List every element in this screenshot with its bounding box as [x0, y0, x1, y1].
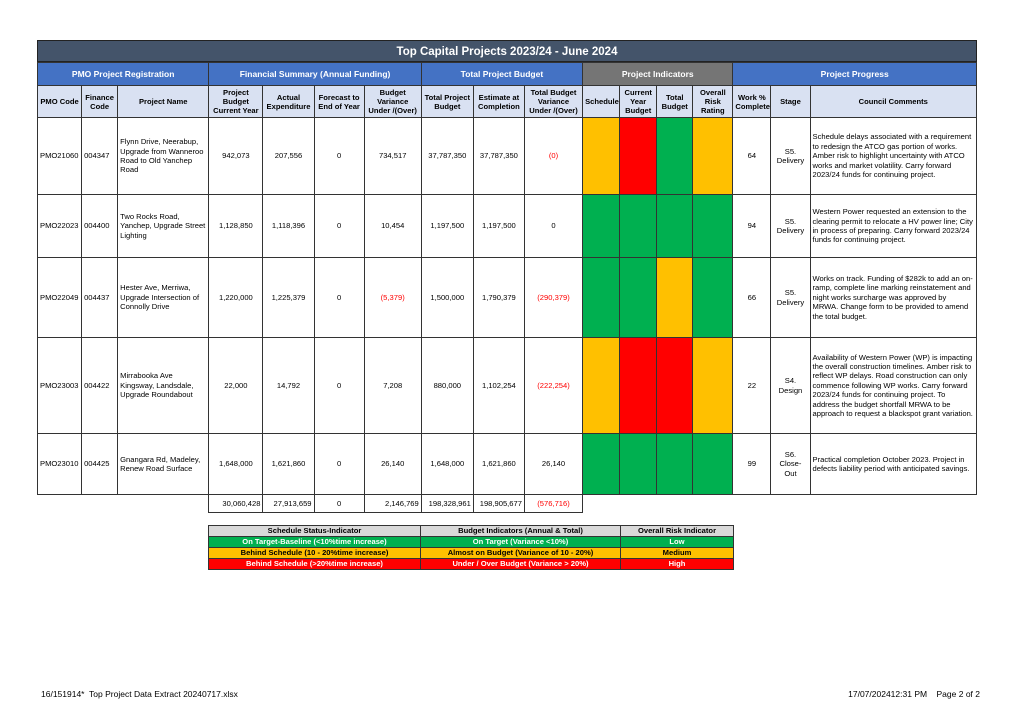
actual-expenditure: 1,621,860	[263, 434, 314, 495]
totals-row	[38, 495, 977, 513]
footer-file-name: 16/151914* Top Project Data Extract 20240717.xlsx	[41, 689, 238, 699]
legend-budget-header: Budget Indicators (Annual & Total)	[421, 526, 621, 537]
current-year-budget-indicator	[620, 434, 657, 495]
col-total-project-budget: Total Project Budget	[421, 86, 473, 118]
group-header-row	[38, 63, 977, 86]
estimate: 37,787,350	[473, 118, 524, 195]
comments: Schedule delays associated with a requirement to redesign the ATCO gas portion of works. Amber risk to highlight uncertainty with ATCO works and market volatility. Carry forward 2023/24 funds for continuing project.	[810, 118, 977, 195]
work-complete: 66	[733, 258, 771, 338]
legend-schedule-amber: Behind Schedule (10 - 20%time increase)	[209, 548, 421, 559]
current-year-budget-indicator	[620, 118, 657, 195]
finance-code: 004400	[82, 195, 118, 258]
legend-risk-medium: Medium	[621, 548, 734, 559]
total-actual-expenditure: 27,913,659	[263, 495, 314, 513]
comments: Works on track. Funding of $282k to add an on-ramp, complete line marking reinstatement and night works surcharge was approved by MRWA. Change form to be provided to amend the total budget.	[810, 258, 977, 338]
budget-variance: 10,454	[364, 195, 421, 258]
project-budget: 1,220,000	[209, 258, 263, 338]
total-estimate: 198,905,677	[473, 495, 524, 513]
total-budget-indicator	[657, 434, 693, 495]
project-budget: 1,128,850	[209, 195, 263, 258]
col-schedule: Schedule	[583, 86, 620, 118]
col-total-variance: Total Budget Variance Under /(Over)	[524, 86, 582, 118]
stage: S5. Delivery	[771, 195, 810, 258]
legend-risk-low: Low	[621, 537, 734, 548]
column-header-row	[38, 86, 977, 118]
legend-schedule-red: Behind Schedule (>20%time increase)	[209, 559, 421, 570]
finance-code: 004425	[82, 434, 118, 495]
current-year-budget-indicator	[620, 338, 657, 434]
schedule-indicator	[583, 258, 620, 338]
col-estimate: Estimate at Completion	[473, 86, 524, 118]
table-row	[38, 195, 977, 258]
total-project-budget: 1,197,500	[421, 195, 473, 258]
total-total-variance: (576,716)	[524, 495, 582, 513]
total-variance: 0	[524, 195, 582, 258]
overall-risk-indicator	[693, 434, 733, 495]
current-year-budget-indicator	[620, 195, 657, 258]
project-budget: 942,073	[209, 118, 263, 195]
indicator-legend	[208, 525, 734, 570]
legend-risk-high: High	[621, 559, 734, 570]
pmo-code: PMO23010	[38, 434, 82, 495]
total-project-budget-current-year: 30,060,428	[209, 495, 263, 513]
pmo-code: PMO22049	[38, 258, 82, 338]
estimate: 1,197,500	[473, 195, 524, 258]
schedule-indicator	[583, 434, 620, 495]
work-complete: 64	[733, 118, 771, 195]
schedule-indicator	[583, 118, 620, 195]
estimate: 1,790,379	[473, 258, 524, 338]
stage: S6. Close-Out	[771, 434, 810, 495]
budget-variance: 734,517	[364, 118, 421, 195]
current-year-budget-indicator	[620, 258, 657, 338]
col-pmo-code: PMO Code	[38, 86, 82, 118]
table-row	[38, 338, 977, 434]
total-project-budget: 1,648,000	[421, 434, 473, 495]
project-budget: 22,000	[209, 338, 263, 434]
table-row	[38, 258, 977, 338]
total-project-budget: 37,787,350	[421, 118, 473, 195]
total-variance: (222,254)	[524, 338, 582, 434]
actual-expenditure: 1,118,396	[263, 195, 314, 258]
col-actual-expenditure: Actual Expenditure	[263, 86, 314, 118]
total-total-project-budget: 198,328,961	[421, 495, 473, 513]
legend-risk-header: Overall Risk Indicator	[621, 526, 734, 537]
group-indicators: Project Indicators	[583, 63, 733, 86]
table-row	[38, 118, 977, 195]
work-complete: 94	[733, 195, 771, 258]
schedule-indicator	[583, 338, 620, 434]
col-project-name: Project Name	[118, 86, 209, 118]
col-total-budget: Total Budget	[657, 86, 693, 118]
col-finance-code: Finance Code	[82, 86, 118, 118]
col-budget-variance: Budget Variance Under /(Over)	[364, 86, 421, 118]
forecast: 0	[314, 195, 364, 258]
forecast: 0	[314, 118, 364, 195]
project-name: Flynn Drive, Neerabup, Upgrade from Wanneroo Road to Old Yanchep Road	[118, 118, 209, 195]
forecast: 0	[314, 434, 364, 495]
actual-expenditure: 14,792	[263, 338, 314, 434]
total-budget-indicator	[657, 195, 693, 258]
overall-risk-indicator	[693, 258, 733, 338]
overall-risk-indicator	[693, 195, 733, 258]
total-variance: 26,140	[524, 434, 582, 495]
project-name: Gnangara Rd, Madeley, Renew Road Surface	[118, 434, 209, 495]
work-complete: 22	[733, 338, 771, 434]
comments: Availability of Western Power (WP) is impacting the overall construction timelines. Amber risk to reflect WP delays. Road construction can only commence following WP works. Carry forward 2023/24 funds for continuing project. To address the budget shortfall MRWA to be approach to request a blackspot grant variation.	[810, 338, 977, 434]
actual-expenditure: 207,556	[263, 118, 314, 195]
forecast: 0	[314, 258, 364, 338]
total-variance: (290,379)	[524, 258, 582, 338]
pmo-code: PMO22023	[38, 195, 82, 258]
report-title: Top Capital Projects 2023/24 - June 2024	[37, 40, 977, 62]
pmo-code: PMO23003	[38, 338, 82, 434]
total-project-budget: 880,000	[421, 338, 473, 434]
budget-variance: (5,379)	[364, 258, 421, 338]
legend-budget-green: On Target (Variance <10%)	[421, 537, 621, 548]
estimate: 1,102,254	[473, 338, 524, 434]
col-overall-risk: Overall Risk Rating	[693, 86, 733, 118]
stage: S5. Delivery	[771, 118, 810, 195]
group-pmo: PMO Project Registration	[38, 63, 209, 86]
col-current-year-budget: Current Year Budget	[620, 86, 657, 118]
total-project-budget: 1,500,000	[421, 258, 473, 338]
total-budget-indicator	[657, 338, 693, 434]
finance-code: 004422	[82, 338, 118, 434]
stage: S4. Design	[771, 338, 810, 434]
group-financial: Financial Summary (Annual Funding)	[209, 63, 421, 86]
total-budget-indicator	[657, 118, 693, 195]
project-name: Mirrabooka Ave Kingsway, Landsdale, Upgrade Roundabout	[118, 338, 209, 434]
overall-risk-indicator	[693, 118, 733, 195]
table-row	[38, 434, 977, 495]
budget-variance: 7,208	[364, 338, 421, 434]
pmo-code: PMO21060	[38, 118, 82, 195]
col-stage: Stage	[771, 86, 810, 118]
total-budget-indicator	[657, 258, 693, 338]
col-project-budget: Project Budget Current Year	[209, 86, 263, 118]
actual-expenditure: 1,225,379	[263, 258, 314, 338]
footer-timestamp-page: 17/07/202412:31 PM Page 2 of 2	[848, 689, 980, 699]
finance-code: 004347	[82, 118, 118, 195]
legend-budget-amber: Almost on Budget (Variance of 10 - 20%)	[421, 548, 621, 559]
legend-schedule-header: Schedule Status-Indicator	[209, 526, 421, 537]
group-progress: Project Progress	[733, 63, 977, 86]
col-work-complete: Work % Complete	[733, 86, 771, 118]
budget-variance: 26,140	[364, 434, 421, 495]
report-sheet	[37, 40, 977, 513]
forecast: 0	[314, 338, 364, 434]
total-forecast: 0	[314, 495, 364, 513]
total-budget-variance: 2,146,769	[364, 495, 421, 513]
projects-table	[37, 62, 977, 513]
comments: Western Power requested an extension to the clearing permit to relocate a HV power line; City in process of preparing. Carry forward 2023/24 funds for continuing project.	[810, 195, 977, 258]
comments: Practical completion October 2023. Project in defects liability period with anticipated savings.	[810, 434, 977, 495]
finance-code: 004437	[82, 258, 118, 338]
col-comments: Council Comments	[810, 86, 977, 118]
project-name: Two Rocks Road, Yanchep, Upgrade Street Lighting	[118, 195, 209, 258]
group-total-budget: Total Project Budget	[421, 63, 582, 86]
total-variance: (0)	[524, 118, 582, 195]
schedule-indicator	[583, 195, 620, 258]
stage: S5. Delivery	[771, 258, 810, 338]
overall-risk-indicator	[693, 338, 733, 434]
project-name: Hester Ave, Merriwa, Upgrade Intersection of Connolly Drive	[118, 258, 209, 338]
legend-budget-red: Under / Over Budget (Variance > 20%)	[421, 559, 621, 570]
legend-schedule-green: On Target-Baseline (<10%time increase)	[209, 537, 421, 548]
estimate: 1,621,860	[473, 434, 524, 495]
col-forecast: Forecast to End of Year	[314, 86, 364, 118]
project-budget: 1,648,000	[209, 434, 263, 495]
work-complete: 99	[733, 434, 771, 495]
